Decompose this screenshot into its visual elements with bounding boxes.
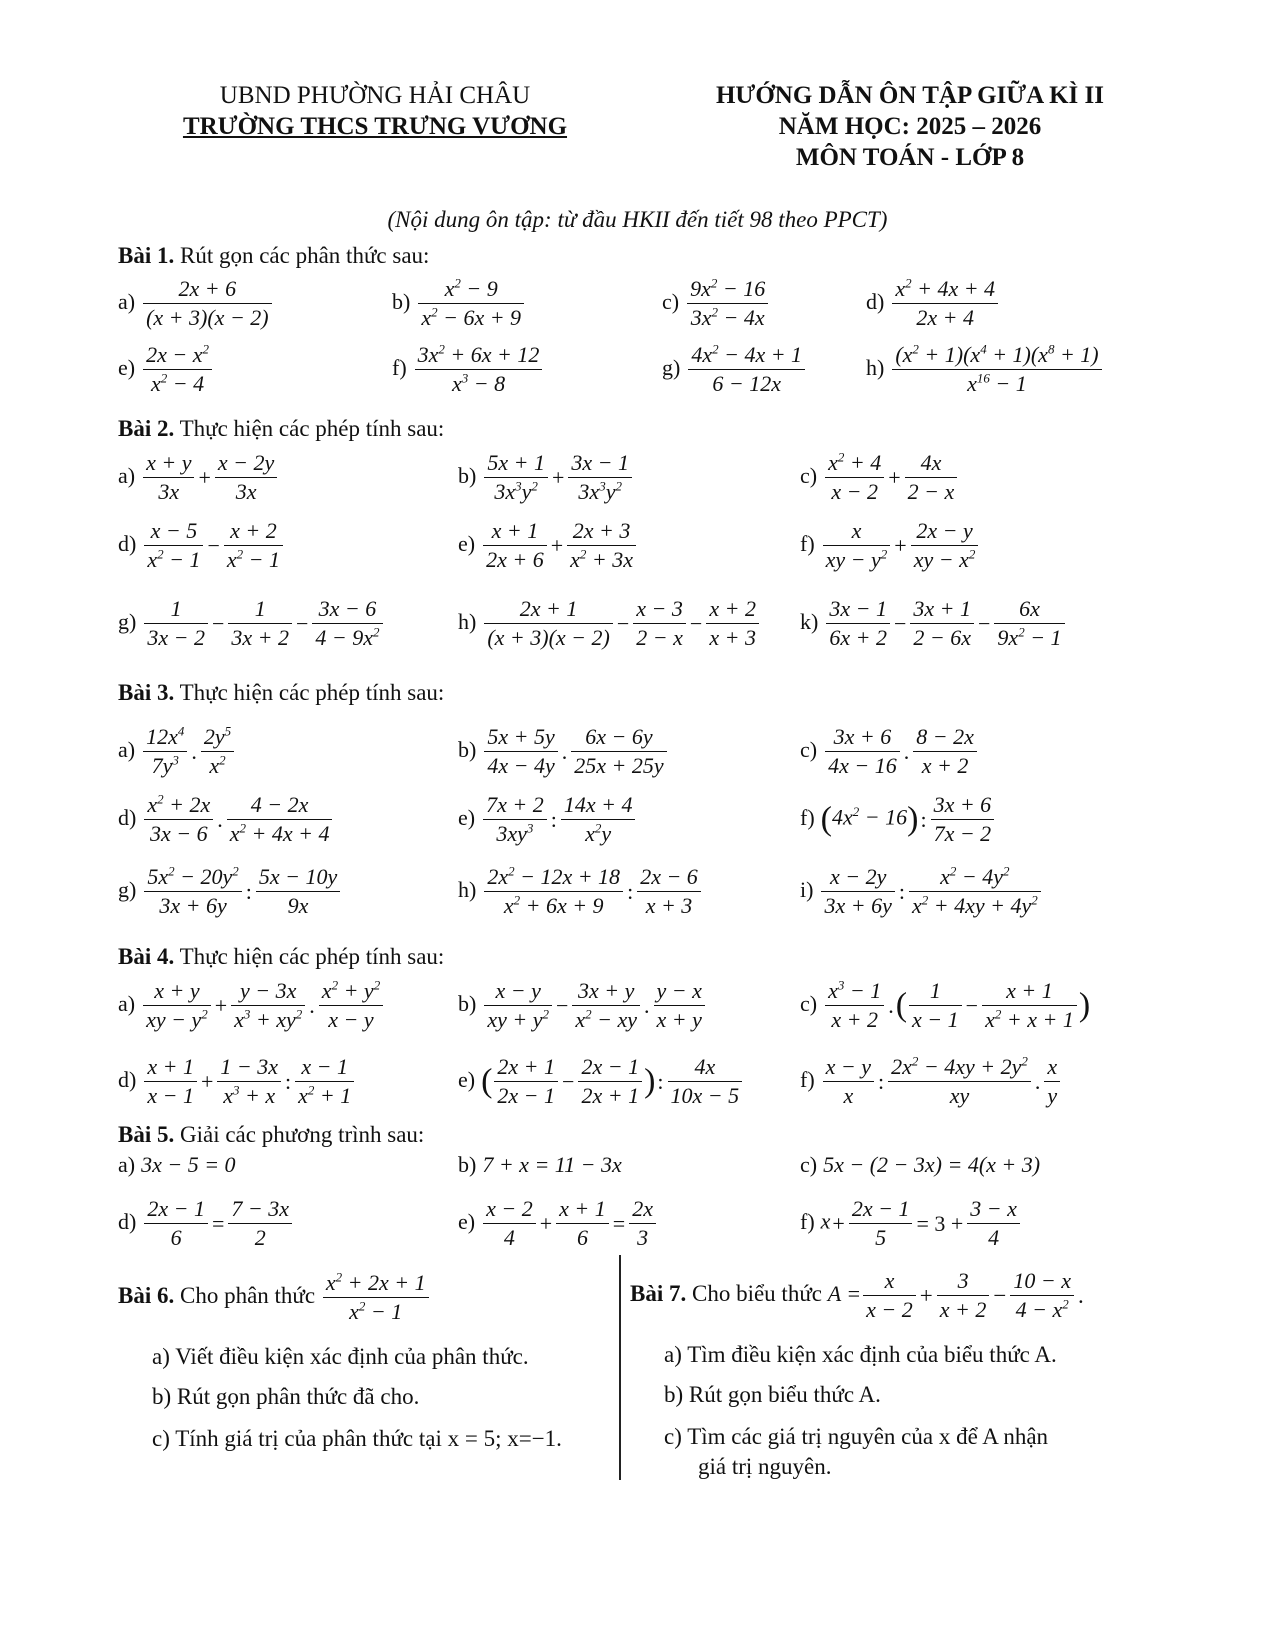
bai3-heading (118, 680, 444, 706)
bai2-a: a) $\frac{x + y}{3x}$ + $\frac{x - 2y}{3x}$ (118, 450, 279, 505)
bai2-d: d) $\frac{x - 5}{x^2 - 1}$ − $\frac{x + 2}{x^2 - 1}$ (118, 518, 285, 573)
bai7-item-b: b) Rút gọn biểu thức A. (664, 1382, 881, 1407)
bai4-title: Bài 4. (118, 944, 175, 969)
bai1-heading (118, 243, 429, 269)
bai3-g: g) $\frac{5x^2 - 20y^2}{3x + 6y}$ : $\frac{5x - 10y}{9x}$ (118, 864, 342, 919)
bai5-e: e) $\frac{x - 2}{4}$ + $\frac{x + 1}{6}$ = $\frac{2x}{3}$ (458, 1196, 658, 1251)
bai2-e: e) $\frac{x + 1}{2x + 6}$ + $\frac{2x + 3}{x^2 + 3x}$ (458, 518, 638, 573)
bai6-item-b: b) Rút gọn phân thức đã cho. (152, 1384, 420, 1409)
bai7-item-a: a) Tìm điều kiện xác định của biểu thức A. (664, 1342, 1057, 1367)
bai4-a: a) $\frac{x + y}{xy - y^2}$ + $\frac{y - 3x}{x^3 + xy^2}$ . $\frac{x^2 + y^2}{x - y}$ (118, 978, 385, 1033)
bai7-item-c-cont: giá trị nguyên. (698, 1454, 832, 1479)
bai6-text: Cho phân thức (179, 1282, 316, 1308)
bai7-heading: Bài 7. Cho biểu thức A = $\frac{x}{x - 2}$ + $\frac{3}{x + 2}$ − $\frac{10 - x}{4 - x^2}$ . (630, 1268, 1084, 1322)
bai4-heading (118, 944, 444, 970)
bai1-a: a) $\frac{2x + 6}{(x + 3)(x - 2)}$ (118, 276, 274, 331)
bai4-b: b) $\frac{x - y}{xy + y^2}$ − $\frac{3x + y}{x^2 - xy}$ . $\frac{y - x}{x + y}$ (458, 978, 707, 1033)
bai3-d: d) $\frac{x^2 + 2x}{3x - 6}$ . $\frac{4 - 2x}{x^2 + 4x + 4}$ (118, 792, 334, 847)
title-line-2: NĂM HỌC: 2025 – 2026 (778, 113, 1042, 140)
bai2-f: f) $\frac{x}{xy - y^2}$ + $\frac{2x - y}{xy - x^2}$ (800, 518, 980, 573)
bai5-heading (118, 1122, 424, 1148)
title-line-3: MÔN TOÁN - LỚP 8 (795, 144, 1025, 171)
bai6-heading: Bài 6. Cho phân thức $\frac{x^2 + 2x + 1}{x^2 - 1}$ (118, 1270, 431, 1325)
bai1-title: Bài 1. (118, 243, 175, 268)
bai5-f: f) x+ $\frac{2x - 1}{5}$ = 3 + $\frac{3 - x}{4}$ (800, 1196, 1022, 1251)
bai3-title: Bài 3. (118, 680, 175, 705)
document-title (690, 80, 1130, 173)
bai1-h: h) $\frac{(x^2 + 1)(x^4 + 1)(x^8 + 1)}{x^{16} - 1}$ (866, 342, 1104, 397)
bai1-d: d) $\frac{x^2 + 4x + 4}{2x + 4}$ (866, 276, 1000, 331)
bai6-item-a: a) Viết điều kiện xác định của phân thức. (152, 1344, 529, 1369)
bai3-a: a) $\frac{12x^4}{7y^3}$ . $\frac{2y^5}{x^2}$ (118, 724, 236, 779)
school-name: TRƯỜNG THCS TRƯNG VƯƠNG (182, 113, 568, 140)
title-line-1: HƯỚNG DẪN ÔN TẬP GIỮA KÌ II (715, 82, 1104, 109)
bai5-b: b) 7 + x = 11 − 3x (458, 1152, 622, 1177)
bai6-item-c: c) Tính giá trị của phân thức tại x = 5; x=−1. (152, 1426, 562, 1451)
bai4-c: c) $\frac{x^3 - 1}{x + 2}$ .( $\frac{1}{x - 1}$ − $\frac{x + 1}{x^2 + x + 1}$ ) (800, 977, 1091, 1032)
bai1-g: g) $\frac{4x^2 - 4x + 1}{6 - 12x}$ (662, 342, 807, 397)
bai5-a: a) 3x − 5 = 0 (118, 1152, 236, 1177)
bai7-text: Cho biểu thức (691, 1280, 822, 1306)
bai3-f: f) $(4x^2 - 16)$: $\frac{3x + 6}{7x - 2}$ (800, 792, 996, 847)
bai2-h: h) $\frac{2x + 1}{(x + 3)(x - 2)}$ − $\frac{x - 3}{2 - x}$ − $\frac{x + 2}{x + 3}$ (458, 596, 761, 651)
bai3-e: e) $\frac{7x + 2}{3xy^3}$ : $\frac{14x + 4}{x^2y}$ (458, 792, 637, 847)
bai3-text: Thực hiện các phép tính sau: (179, 680, 445, 705)
bai2-text: Thực hiện các phép tính sau: (179, 416, 445, 441)
bai3-b: b) $\frac{5x + 5y}{4x - 4y}$ . $\frac{6x - 6y}{25x + 25y}$ (458, 724, 669, 779)
bai4-f: f) $\frac{x - y}{x}$ : $\frac{2x^2 - 4xy + 2y^2}{xy}$ . $\frac{x}{y}$ (800, 1054, 1062, 1109)
bai7-title: Bài 7. (630, 1280, 687, 1306)
bai2-title: Bài 2. (118, 416, 175, 441)
bai4-text: Thực hiện các phép tính sau: (179, 944, 445, 969)
bai3-h: h) $\frac{2x^2 - 12x + 18}{x^2 + 6x + 9}$ : $\frac{2x - 6}{x + 3}$ (458, 864, 703, 919)
bai2-b: b) $\frac{5x + 1}{3x^3y^2}$ + $\frac{3x - 1}{3x^3y^2}$ (458, 450, 634, 505)
bai7-item-c: c) Tìm các giá trị nguyên của x để A nhận (664, 1424, 1049, 1449)
district-name: UBND PHƯỜNG HẢI CHÂU (219, 82, 531, 109)
bai5-text: Giải các phương trình sau: (179, 1122, 425, 1147)
bai2-g: g) $\frac{1}{3x - 2}$ − $\frac{1}{3x + 2}$ − $\frac{3x - 6}{4 - 9x^2}$ (118, 596, 385, 651)
bai2-k: k) $\frac{3x - 1}{6x + 2}$ − $\frac{3x + 1}{2 - 6x}$ − $\frac{6x}{9x^2 - 1}$ (800, 596, 1067, 651)
school-header (150, 80, 600, 142)
bai4-e: e) ( $\frac{2x + 1}{2x - 1}$ − $\frac{2x - 1}{2x + 1}$ ): $\frac{4x}{10x - 5}$ (458, 1054, 744, 1109)
bai3-i: i) $\frac{x - 2y}{3x + 6y}$ : $\frac{x^2 - 4y^2}{x^2 + 4xy + 4y^2}$ (800, 864, 1043, 919)
bai1-e: e) $\frac{2x - x^2}{x^2 - 4}$ (118, 342, 214, 397)
column-divider (619, 1255, 621, 1480)
review-scope: (Nội dung ôn tập: từ đầu HKII đến tiết 98 theo PPCT) (387, 207, 888, 232)
bai5-d: d) $\frac{2x - 1}{6}$ = $\frac{7 - 3x}{2}$ (118, 1196, 294, 1251)
bai6-title: Bài 6. (118, 1282, 175, 1308)
bai2-heading (118, 416, 444, 442)
bai5-title: Bài 5. (118, 1122, 175, 1147)
bai2-c: c) $\frac{x^2 + 4}{x - 2}$ + $\frac{4x}{2 - x}$ (800, 450, 959, 505)
bai3-c: c) $\frac{3x + 6}{4x - 16}$ . $\frac{8 - 2x}{x + 2}$ (800, 724, 979, 779)
bai1-c: c) $\frac{9x^2 - 16}{3x^2 - 4x}$ (662, 276, 770, 331)
bai4-d: d) $\frac{x + 1}{x - 1}$ + $\frac{1 - 3x}{x^3 + x}$ : $\frac{x - 1}{x^2 + 1}$ (118, 1054, 356, 1109)
bai1-text: Rút gọn các phân thức sau: (179, 243, 430, 268)
bai1-b: b) $\frac{x^2 - 9}{x^2 - 6x + 9}$ (392, 276, 526, 331)
bai5-c: c) 5x − (2 − 3x) = 4(x + 3) (800, 1152, 1041, 1177)
bai1-f: f) $\frac{3x^2 + 6x + 12}{x^3 - 8}$ (392, 342, 544, 397)
